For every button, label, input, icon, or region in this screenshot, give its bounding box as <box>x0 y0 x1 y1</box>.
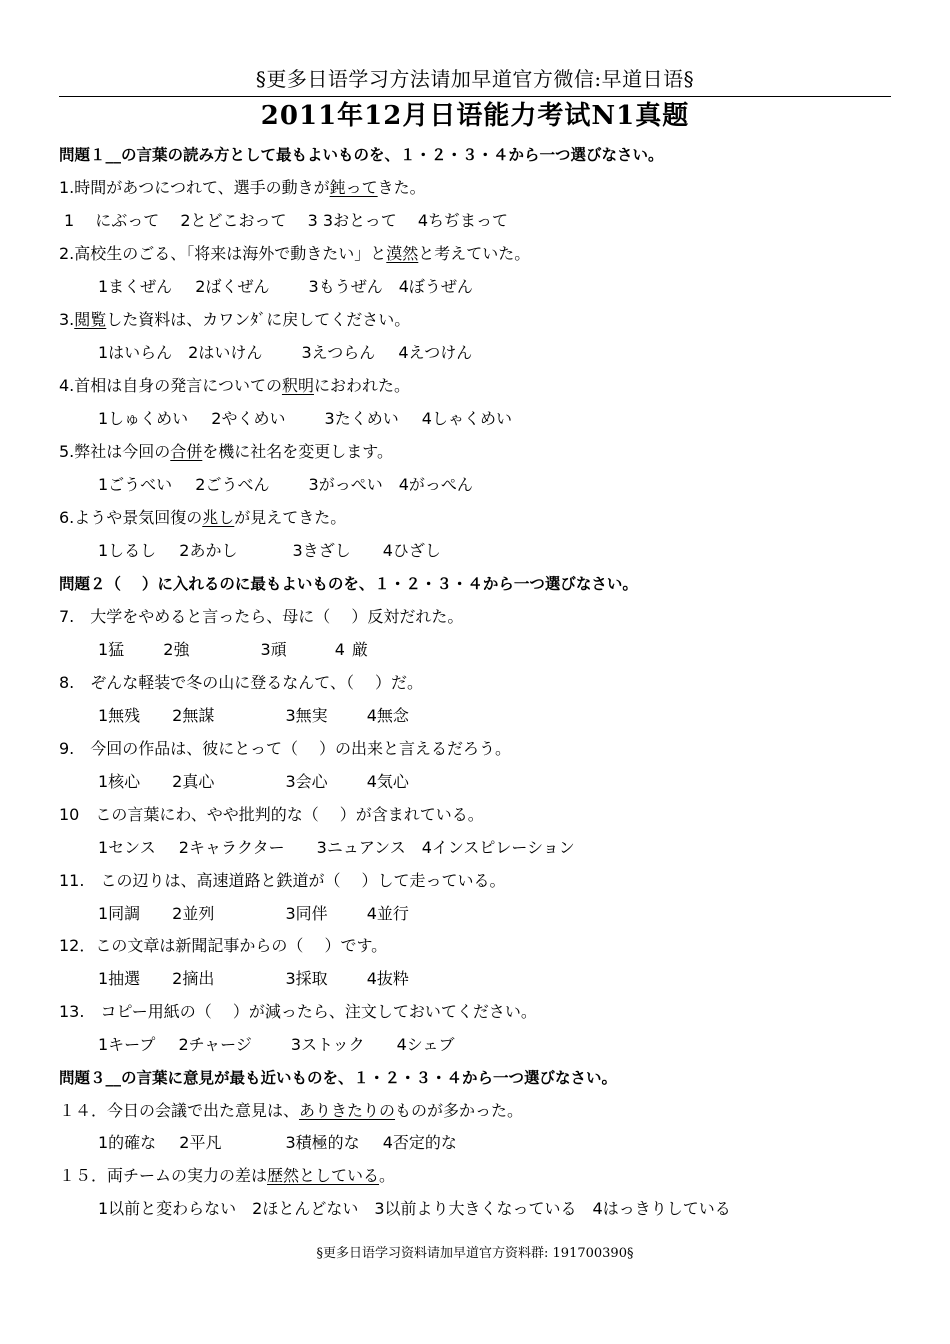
question-3 <box>59 308 410 332</box>
question-14 <box>59 1099 523 1123</box>
underlined-term: 歴然としている <box>267 1166 380 1185</box>
question-4-options: 1しゅくめい 2やくめい 3たくめい 4しゃくめい <box>98 409 512 428</box>
question-text: 4.首相は自身の発言についての <box>59 376 282 395</box>
underlined-term: 漠然 <box>386 244 419 263</box>
question-2 <box>59 242 530 266</box>
question-text: １４．今日の会議で出た意見は、 <box>59 1101 300 1120</box>
underlined-term: 釈明 <box>281 376 314 395</box>
question-text: 3. <box>59 310 75 329</box>
question-6-options: 1しるし 2あかし 3きざし 4ひざし <box>98 541 441 560</box>
question-11: 11. この辺りは、高速道路と鉄道が（ ）して走っている。 <box>59 871 506 890</box>
question-text: 1.時間があつにつれて、選手の動きが <box>59 178 330 197</box>
page-title: 2011年12月日语能力考试N1真题 <box>260 101 690 131</box>
question-text-end: が見えてきた。 <box>234 508 347 527</box>
question-5-options: 1ごうべい 2ごうべん 3がっぺい 4がっぺん <box>98 475 473 494</box>
question-15 <box>59 1164 395 1188</box>
question-text: 5.弊社は今回の <box>59 442 171 461</box>
question-7: 7. 大学をやめると言ったら、母に（ ）反対だれた。 <box>59 607 464 626</box>
question-text: １５．両チームの実力の差は <box>59 1166 268 1185</box>
question-5 <box>59 440 393 464</box>
question-text-end: 。 <box>379 1166 396 1185</box>
section-2-heading: 問題２（ ）に入れるのに最もよいものを、１・２・３・４から一つ選びなさい。 <box>59 575 638 593</box>
question-10: 10 この言葉にわ、やや批判的な（ ）が含まれている。 <box>59 805 484 824</box>
underlined-term: ありきたりの <box>299 1101 396 1120</box>
question-6 <box>59 506 346 530</box>
question-2-options: 1まくぜん 2ばくぜん 3もうぜん 4ぼうぜん <box>98 277 473 296</box>
question-12: 12．この文章は新聞記事からの（ ）です。 <box>59 936 388 955</box>
header-banner: §更多日语学习方法请加早道官方微信:早道日语§ <box>255 67 695 91</box>
section-3-heading: 問題３__の言葉に意見が最も近いものを、１・２・３・４から一つ選びなさい。 <box>59 1069 618 1087</box>
underlined-term: 鈍って <box>329 178 378 197</box>
question-text-end: におわれた。 <box>313 376 410 395</box>
question-3-options: 1はいらん 2はいけん 3えつらん 4えつけん <box>98 343 473 362</box>
question-8: 8. ぞんな軽装で冬の山に登るなんて、（ ）だ。 <box>59 673 424 692</box>
question-12-options: 1抽選 2摘出 3採取 4抜粋 <box>98 969 409 988</box>
question-10-options: 1センス 2キャラクター 3ニュアンス 4インスピレーション <box>98 838 575 857</box>
underlined-term: 閲覧 <box>74 310 107 329</box>
question-text-end: を機に社名を変更します。 <box>202 442 394 461</box>
question-4 <box>59 374 410 398</box>
question-13-options: 1キープ 2チャージ 3ストック 4シェブ <box>98 1035 455 1054</box>
header-divider <box>59 96 891 97</box>
question-9-options: 1核心 2真心 3会心 4気心 <box>98 772 409 791</box>
question-7-options: 1猛 2強 3頑 4 厳 <box>98 640 368 659</box>
question-15-options: 1以前と変わらない 2ほとんどない 3以前より大きくなっている 4はっきりしている <box>98 1199 731 1218</box>
question-13: 13. コピー用紙の（ ）が減ったら、注文しておいてください。 <box>59 1002 537 1021</box>
question-text-end: した資料は、カワンﾀﾞに戻してください。 <box>106 310 411 329</box>
section-1-heading: 問題１__の言葉の読み方として最もよいものを、１・２・３・４から一つ選びなさい。 <box>59 146 664 164</box>
question-text-end: ものが多かった。 <box>395 1101 524 1120</box>
question-text-end: と考えていた。 <box>418 244 531 263</box>
question-11-options: 1同調 2並列 3同伴 4並行 <box>98 904 409 923</box>
question-text: 2.高校生のごる、「将来は海外で動きたい」と <box>59 244 387 263</box>
question-8-options: 1無残 2無謀 3無実 4無念 <box>98 706 409 725</box>
question-text-end: きた。 <box>377 178 426 197</box>
footer-banner: §更多日语学习资料请加早道官方资料群: 191700390§ <box>316 1246 634 1261</box>
question-1-options: 1 にぶって 2とどこおって 3 3おとって 4ちぢまって <box>64 211 509 230</box>
underlined-term: 合併 <box>170 442 203 461</box>
question-9: 9. 今回の作品は、彼にとって（ ）の出来と言えるだろう。 <box>59 739 512 758</box>
question-1 <box>59 176 426 200</box>
question-14-options: 1的確な 2平凡 3積極的な 4否定的な <box>98 1133 457 1152</box>
underlined-term: 兆し <box>202 508 235 527</box>
question-text: 6.ようや景気回復の <box>59 508 203 527</box>
